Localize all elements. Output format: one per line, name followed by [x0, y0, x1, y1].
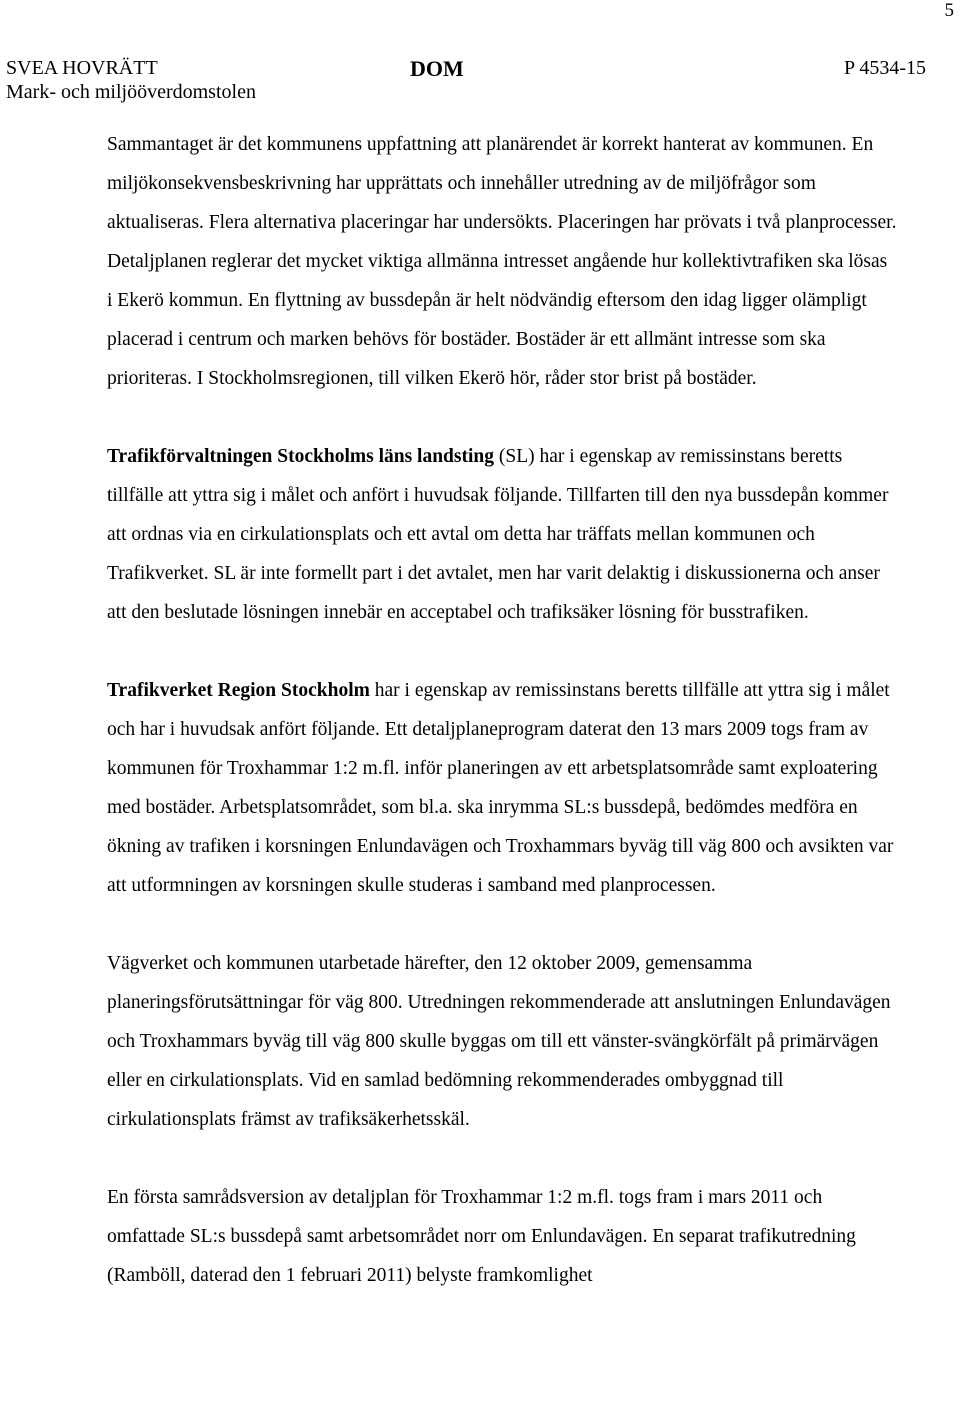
paragraph-text: Vägverket och kommunen utarbetade härefter, den 12 oktober 2009, gemensamma planeringsförutsättningar för väg 800. Utredningen rekommenderade att anslutningen Enlundavägen och Troxhammars byväg till väg 800 skulle byggas om till ett vänster-svängkörfält på primärvägen eller en cirkulationsplats. Vid en samlad bedömning rekommenderades ombyggnad till cirkulationsplats främst av trafiksäkerhetsskäl.	[107, 953, 891, 1130]
case-number: P 4534-15	[843, 57, 926, 79]
paragraph-sl-statement	[107, 437, 897, 632]
paragraph-municipality-summary	[107, 125, 897, 398]
paragraph-consultation-version	[107, 1178, 897, 1295]
document-header	[6, 56, 926, 108]
paragraph-text: En första samrådsversion av detaljplan för Troxhammar 1:2 m.fl. togs fram i mars 2011 och omfattade SL:s bussdepå samt arbetsområdet norr om Enlundavägen. En separat trafikutredning (Ramböll, daterad den 1 februari 2011) belyste framkomlighet	[107, 1187, 856, 1286]
court-name-line1: SVEA HOVRÄTT	[6, 57, 158, 79]
party-name: Trafikverket Region Stockholm	[107, 680, 370, 701]
paragraph-planning-conditions	[107, 944, 897, 1139]
party-name: Trafikförvaltningen Stockholms läns landsting	[107, 446, 495, 467]
paragraph-text: (SL) har i egenskap av remissinstans beretts tillfälle att yttra sig i målet och anfört i huvudsak följande. Tillfarten till den nya bussdepån kommer att ordnas via en cirkulationsplats och ett avtal om detta har träffats mellan kommunen och Trafikverket. SL är inte formellt part i det avtalet, men har varit delaktig i diskussionerna och anser att den beslutade lösningen innebär en acceptabel och trafiksäker lösning för busstrafiken.	[107, 446, 889, 623]
paragraph-text: Sammantaget är det kommunens uppfattning att planärendet är korrekt hanterat av kommunen. En miljökonsekvensbeskrivning har upprättats och innehåller utredning av de miljöfrågor som aktualiseras. Flera alternativa placeringar har undersökts. Placeringen har prövats i två planprocesser. Detaljplanen reglerar det mycket viktiga allmänna intresset angående hur kollektivtrafiken ska lösas i Ekerö kommun. En flyttning av bussdepån är helt nödvändig eftersom den idag ligger olämpligt placerad i centrum och marken behövs för bostäder. Bostäder är ett allmänt intresse som ska prioriteras. I Stockholmsregionen, till vilken Ekerö hör, råder stor brist på bostäder.	[107, 134, 897, 389]
page-number: 5	[944, 0, 954, 21]
document-type: DOM	[410, 56, 464, 81]
paragraph-text: har i egenskap av remissinstans beretts tillfälle att yttra sig i målet och har i huvudsak anfört följande. Ett detaljplaneprogram daterat den 13 mars 2009 togs fram av kommunen för Troxhammar 1:2 m.fl. inför planeringen av ett arbetsplatsområde samt exploatering med bostäder. Arbetsplatsområdet, som bl.a. ska inrymma SL:s bussdepå, bedömdes medföra en ökning av trafiken i korsningen Enlundavägen och Troxhammars byväg till väg 800 och avsikten var att utformningen av korsningen skulle studeras i samband med planprocessen.	[107, 680, 894, 896]
court-name-line2: Mark- och miljööverdomstolen	[6, 81, 256, 103]
court-name	[6, 56, 256, 104]
document-body	[107, 125, 897, 1295]
paragraph-trafikverket-statement	[107, 671, 897, 905]
